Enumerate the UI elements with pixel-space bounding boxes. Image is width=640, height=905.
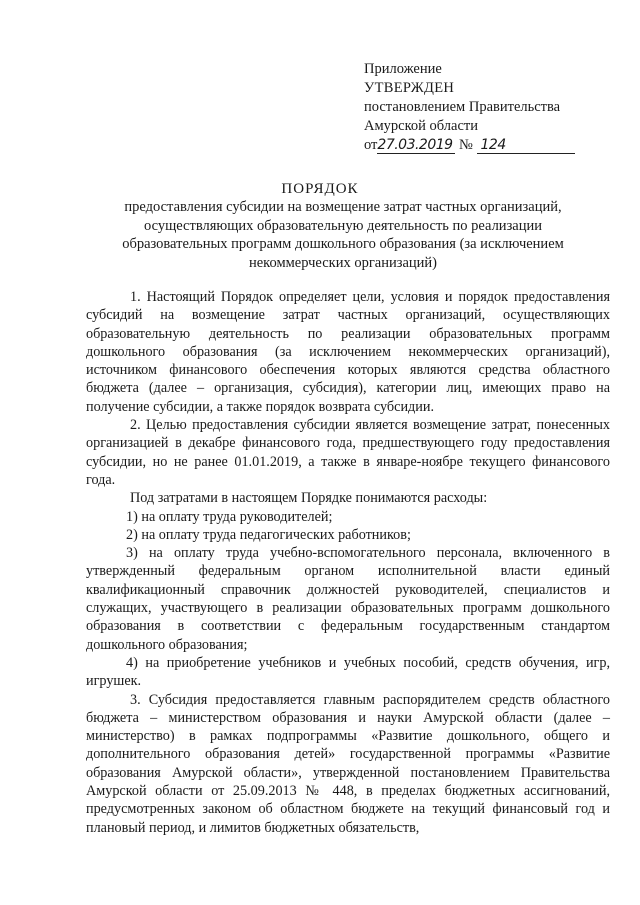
document-subtitle: предоставления субсидии на возмещение затрат частных организаций, осуществляющих образовательную деятельность по реализации образовательных программ дошкольного образования (за исключением некоммерческих организаций): [122, 199, 564, 271]
handwritten-number: 124: [477, 137, 575, 154]
region-label: Амурской области: [364, 118, 478, 134]
approval-block: [364, 60, 614, 155]
expense-item-4: 4) на приобретение учебников и учебных пособий, средств обучения, игр, игрушек.: [86, 654, 610, 690]
expenses-intro: Под затратами в настоящем Порядке понимаются расходы:: [130, 490, 488, 507]
expense-item-2: 2) на оплату труда педагогических работников;: [126, 526, 411, 543]
paragraph-3: 3. Субсидия предоставляется главным распорядителем средств областного бюджета – министерством образования и науки Амурской области (далее – министерство) в рамках подпрограммы «Развитие дошкольного, общего и дополнительного образования детей» государственной программы «Развитие образования Амурской области», утвержденной постановлением Правительства Амурской области от 25.09.2013 № 448, в пределах бюджетных ассигнований, предусмотренных законом об областном бюджете на текущий финансовый год и плановый период, и лимитов бюджетных обязательств,: [86, 691, 610, 836]
paragraph-2: 2. Целью предоставления субсидии является возмещение затрат, понесенных организацией в декабре финансового года, предшествующего году предоставления субсидии, но не ранее 01.01.2019, а также в январе-ноябре текущего финансового года.: [86, 417, 610, 488]
appendix-label: Приложение: [364, 61, 442, 77]
number-sign: №: [459, 137, 473, 153]
approved-label: УТВЕРЖДЕН: [364, 80, 455, 96]
document-body: [86, 288, 610, 837]
paragraph-1: 1. Настоящий Порядок определяет цели, условия и порядок предоставления субсидий на возмещение затрат частных организаций, осуществляющих образовательную деятельность по реализации образовательных программ дошкольного образования (за исключением некоммерческих организаций), источником финансового обеспечения которых являются средства областного бюджета (далее – организация, субсидия), категории лиц, имеющих право на получение субсидии, а также порядок возврата субсидии.: [86, 289, 610, 415]
expense-item-3: 3) на оплату труда учебно-вспомогательного персонала, включенного в утвержденный федеральным органом исполнительной власти единый квалификационный справочник должностей руководителей, специалистов и служащих, участвующего в реализации образовательных программ дошкольного образования в соответствии с федеральным государственным стандартом дошкольного образования;: [86, 545, 610, 653]
date-number-line: [364, 136, 614, 155]
resolution-label: постановлением Правительства: [364, 99, 561, 115]
date-prefix: от: [364, 137, 378, 153]
handwritten-date: 27.03.2019: [377, 137, 455, 154]
expense-item-1: 1) на оплату труда руководителей;: [126, 508, 333, 525]
document-title: ПОРЯДОК: [281, 181, 359, 197]
